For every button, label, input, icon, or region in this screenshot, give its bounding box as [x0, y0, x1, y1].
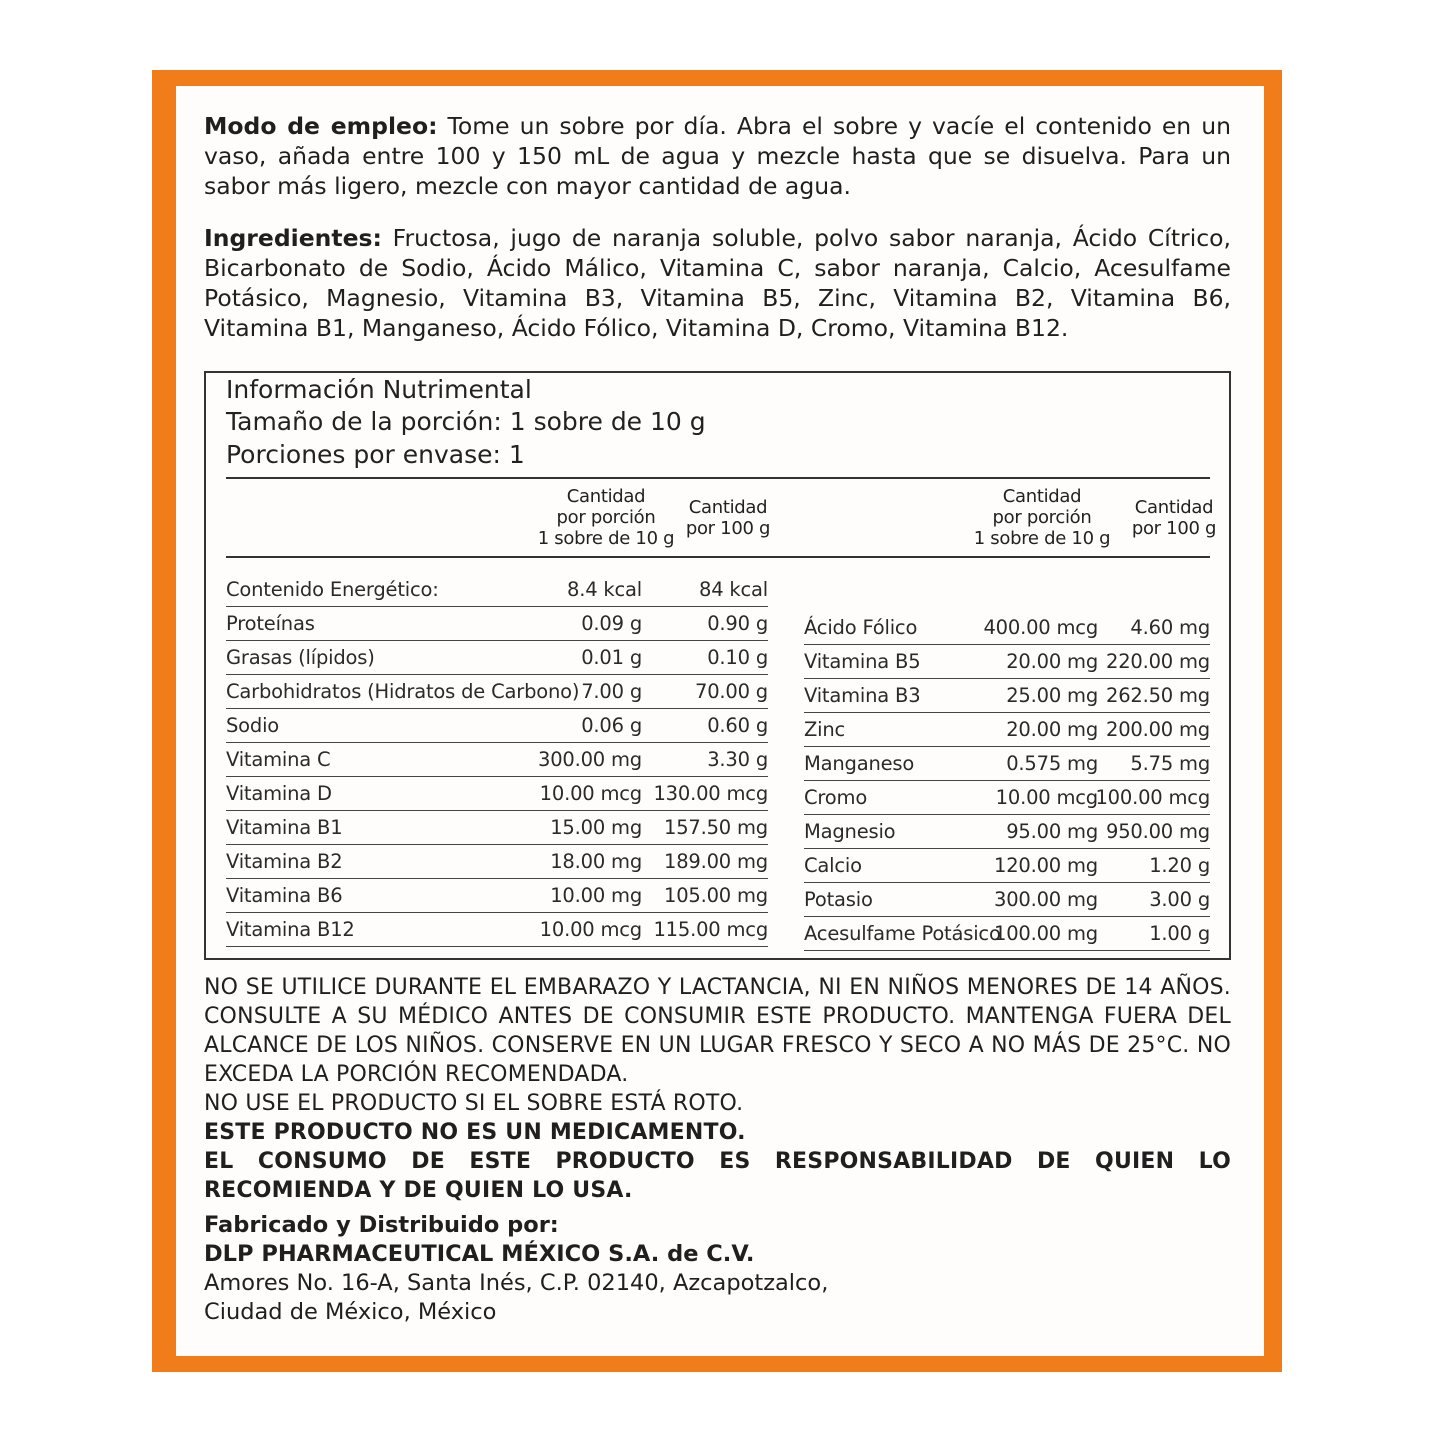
nutrient-name: Sodio	[226, 714, 280, 737]
nutrient-row	[226, 743, 768, 777]
nutrient-name: Vitamina B2	[226, 850, 343, 873]
nutrient-name: Contenido Energético:	[226, 578, 439, 601]
nutrient-name: Vitamina B12	[226, 918, 355, 941]
amount-per-portion: 10.00 mg	[550, 884, 642, 907]
portion-size: Tamaño de la porción: 1 sobre de 10 g	[226, 407, 706, 436]
amount-per-portion: 0.01 g	[581, 646, 642, 669]
nutrition-title: Información Nutrimental	[226, 375, 532, 404]
maker-company: DLP PHARMACEUTICAL MÉXICO S.A. de C.V.	[204, 1241, 755, 1267]
row-rule	[226, 946, 768, 947]
amount-per-portion: 15.00 mg	[550, 816, 642, 839]
amount-per-100g: 1.20 g	[1149, 854, 1210, 877]
usage-label: Modo de empleo:	[204, 112, 438, 140]
amount-per-100g: 1.00 g	[1149, 922, 1210, 945]
amount-per-portion: 120.00 mg	[993, 854, 1098, 877]
amount-per-100g: 157.50 mg	[663, 816, 768, 839]
left-col-head-100g	[678, 497, 778, 539]
amount-per-portion: 20.00 mg	[1006, 718, 1098, 741]
col-head-line: Cantidad	[1134, 497, 1214, 518]
col-head-line: 1 sobre de 10 g	[973, 528, 1111, 549]
nutrient-row	[226, 607, 768, 641]
nutrient-row	[226, 913, 768, 947]
amount-per-100g: 4.60 mg	[1130, 616, 1210, 639]
amount-per-portion: 300.00 mg	[993, 888, 1098, 911]
right-col-head-100g	[1124, 497, 1224, 539]
nutrient-row	[804, 883, 1210, 917]
amount-per-portion: 20.00 mg	[1006, 650, 1098, 673]
nutrient-name: Cromo	[804, 786, 868, 809]
amount-per-100g: 0.60 g	[707, 714, 768, 737]
header-rule-top	[226, 477, 1210, 479]
amount-per-100g: 0.90 g	[707, 612, 768, 635]
col-head-line: por 100 g	[685, 518, 771, 539]
nutrient-name: Acesulfame Potásico	[804, 922, 1001, 945]
col-head-line: por porción	[992, 507, 1092, 528]
amount-per-portion: 300.00 mg	[537, 748, 642, 771]
nutrient-name: Magnesio	[804, 820, 896, 843]
nutrient-row	[804, 917, 1210, 951]
amount-per-100g: 3.30 g	[707, 748, 768, 771]
nutrient-name: Vitamina B1	[226, 816, 343, 839]
nutrient-row	[804, 815, 1210, 849]
nutrient-name: Manganeso	[804, 752, 915, 775]
amount-per-portion: 10.00 mcg	[539, 782, 642, 805]
nutrient-name: Grasas (lípidos)	[226, 646, 375, 669]
amount-per-100g: 115.00 mcg	[653, 918, 768, 941]
warning-broken: NO USE EL PRODUCTO SI EL SOBRE ESTÁ ROTO.	[204, 1091, 744, 1116]
nutrient-row	[226, 879, 768, 913]
nutrient-name: Vitamina B6	[226, 884, 343, 907]
nutrient-name: Vitamina B5	[804, 650, 921, 673]
nutrient-row	[226, 845, 768, 879]
amount-per-portion: 8.4 kcal	[567, 578, 642, 601]
amount-per-100g: 950.00 mg	[1105, 820, 1210, 843]
amount-per-100g: 100.00 mcg	[1095, 786, 1210, 809]
amount-per-portion: 95.00 mg	[1006, 820, 1098, 843]
nutrient-row	[804, 645, 1210, 679]
nutrient-row	[804, 713, 1210, 747]
amount-per-portion: 0.09 g	[581, 612, 642, 635]
nutrient-name: Carbohidratos (Hidratos de Carbono)	[226, 680, 580, 703]
ingredients-text: Fructosa, jugo de naranja soluble, polvo sabor naranja, Ácido Cítrico, Bicarbonato de Sodio, Ácido Málico, Vitamina C, sabor naranja, Calcio, Acesulfame Potásico, Magnesio, Vitamina B3, Vitamina B5, Zinc, Vitamina B2, Vitamina B6, Vitamina B1, Manganeso, Ácido Fólico, Vitamina D, Cromo, Vitamina B12.	[204, 224, 1231, 342]
amount-per-100g: 220.00 mg	[1105, 650, 1210, 673]
usage-paragraph	[204, 111, 1231, 201]
nutrient-name: Proteínas	[226, 612, 315, 635]
amount-per-100g: 3.00 g	[1149, 888, 1210, 911]
amount-per-portion: 10.00 mcg	[539, 918, 642, 941]
ingredients-paragraph	[204, 223, 1231, 343]
amount-per-100g: 70.00 g	[694, 680, 768, 703]
col-head-line: 1 sobre de 10 g	[537, 528, 675, 549]
amount-per-portion: 400.00 mcg	[983, 616, 1098, 639]
right-col-head-portion	[972, 486, 1112, 549]
nutrient-row	[804, 849, 1210, 883]
maker-address-1: Amores No. 16-A, Santa Inés, C.P. 02140, Azcapotzalco,	[204, 1270, 829, 1296]
left-col-head-portion	[536, 486, 676, 549]
nutrient-row	[804, 679, 1210, 713]
amount-per-100g: 0.10 g	[707, 646, 768, 669]
nutrition-table	[204, 371, 1231, 960]
usage-text: Tome un sobre por día. Abra el sobre y vacíe el contenido en un vaso, añada entre 100 y 150 mL de agua y mezcle hasta que se disuelva. Para un sabor más ligero, mezcle con mayor cantidad de agua.	[204, 112, 1232, 200]
nutrient-name: Ácido Fólico	[804, 616, 918, 639]
amount-per-100g: 5.75 mg	[1130, 752, 1210, 775]
amount-per-100g: 189.00 mg	[663, 850, 768, 873]
nutrient-row	[226, 641, 768, 675]
nutrient-row	[226, 777, 768, 811]
maker-label: Fabricado y Distribuido por:	[204, 1212, 559, 1238]
nutrient-name: Vitamina B3	[804, 684, 921, 707]
amount-per-portion: 7.00 g	[581, 680, 642, 703]
nutrient-name: Zinc	[804, 718, 846, 741]
amount-per-portion: 0.06 g	[581, 714, 642, 737]
amount-per-100g: 130.00 mcg	[653, 782, 768, 805]
col-head-line: Cantidad	[566, 486, 646, 507]
warning-main: NO SE UTILICE DURANTE EL EMBARAZO Y LACTANCIA, NI EN NIÑOS MENORES DE 14 AÑOS. CONSULTE A SU MÉDICO ANTES DE CONSUMIR ESTE PRODUCTO. MANTENGA FUERA DEL ALCANCE DE LOS NIÑOS. CONSERVE EN UN LUGAR FRESCO Y SECO A NO MÁS DE 25°C. NO EXCEDA LA PORCIÓN RECOMENDADA.	[204, 975, 1231, 1087]
amount-per-portion: 18.00 mg	[550, 850, 642, 873]
nutrient-row	[226, 675, 768, 709]
servings-per-pack: Porciones por envase: 1	[226, 440, 525, 469]
nutrient-row	[804, 611, 1210, 645]
row-rule	[804, 950, 1210, 951]
nutrient-row	[804, 781, 1210, 815]
nutrient-row	[226, 811, 768, 845]
amount-per-portion: 100.00 mg	[993, 922, 1098, 945]
amount-per-100g: 84 kcal	[699, 578, 768, 601]
nutrient-row	[226, 709, 768, 743]
nutrient-name: Vitamina C	[226, 748, 331, 771]
col-head-line: por porción	[556, 507, 656, 528]
nutrient-name: Calcio	[804, 854, 862, 877]
col-head-line: por 100 g	[1131, 518, 1217, 539]
amount-per-portion: 25.00 mg	[1006, 684, 1098, 707]
header-rule-bottom	[226, 556, 1210, 558]
amount-per-100g: 200.00 mg	[1105, 718, 1210, 741]
nutrient-row	[226, 573, 768, 607]
manufacturer-block	[204, 1211, 1104, 1327]
amount-per-portion: 10.00 mcg	[995, 786, 1098, 809]
amount-per-100g: 262.50 mg	[1105, 684, 1210, 707]
nutrient-name: Vitamina D	[226, 782, 332, 805]
col-head-line: Cantidad	[688, 497, 768, 518]
warning-not-medicine: ESTE PRODUCTO NO ES UN MEDICAMENTO.	[204, 1120, 746, 1145]
maker-address-2: Ciudad de México, México	[204, 1299, 497, 1325]
nutrient-row	[804, 747, 1210, 781]
warnings-block	[204, 973, 1231, 1205]
amount-per-portion: 0.575 mg	[1006, 752, 1098, 775]
nutrient-name: Potasio	[804, 888, 873, 911]
amount-per-100g: 105.00 mg	[663, 884, 768, 907]
ingredients-label: Ingredientes:	[204, 224, 382, 252]
warning-responsibility: EL CONSUMO DE ESTE PRODUCTO ES RESPONSABILIDAD DE QUIEN LO RECOMIENDA Y DE QUIEN LO USA.	[204, 1149, 1231, 1203]
col-head-line: Cantidad	[1002, 486, 1082, 507]
